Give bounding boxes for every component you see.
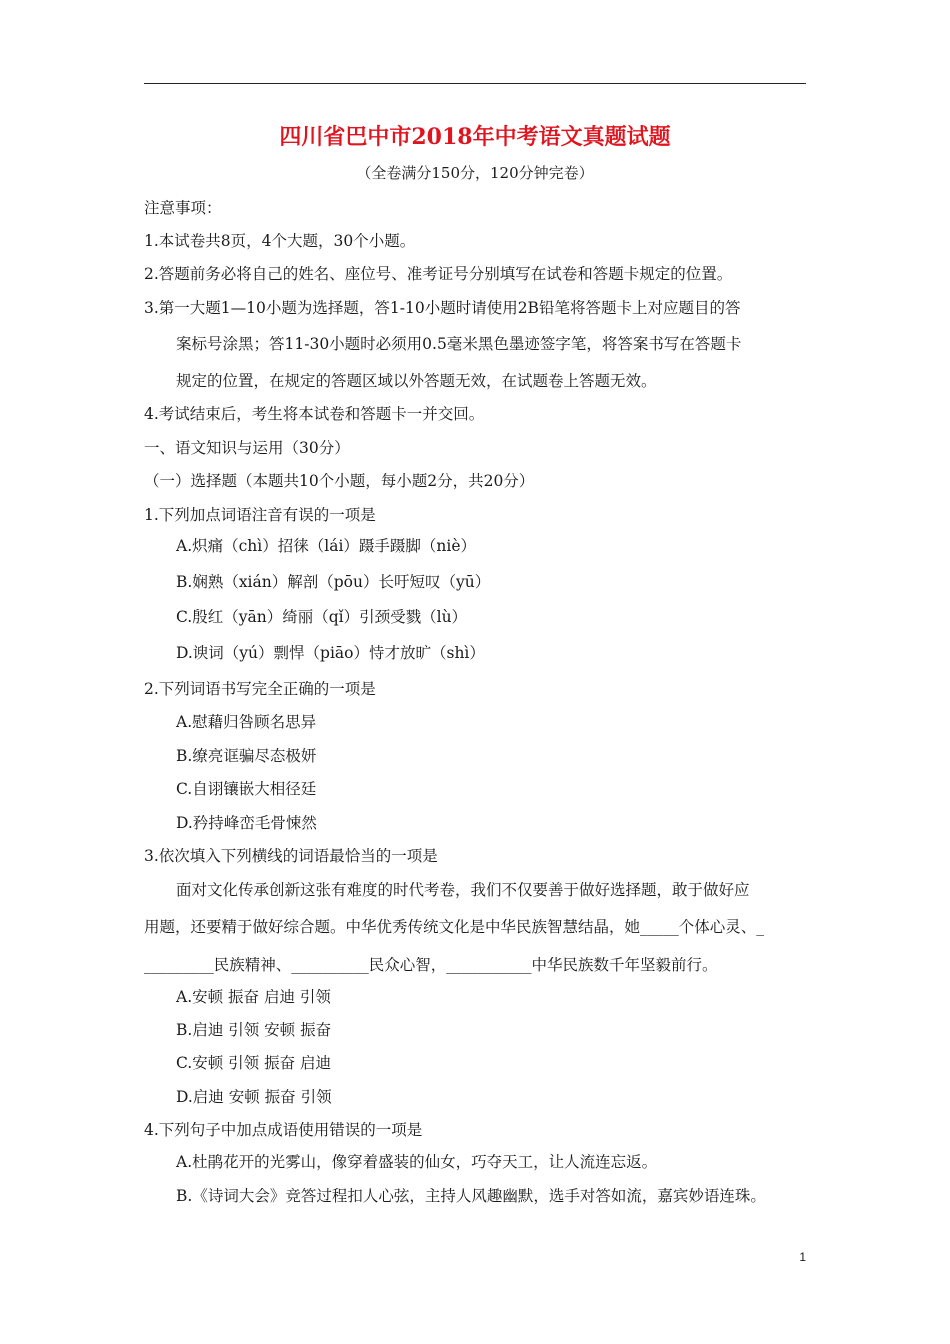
q4-option-a: A.杜鹃花开的光雾山，像穿着盛装的仙女，巧夺天工，让人流连忘返。 — [176, 1153, 658, 1171]
q2-c-3: 大相径廷 — [254, 780, 317, 798]
note-3-line-1: 3.第一大题1—10小题为选择题，答1-10小题时请使用2B铅笔将答题卡上对应题目的答 — [144, 299, 741, 317]
q2-c-1: C.自诩 — [176, 780, 224, 798]
q2-option-b — [176, 746, 316, 766]
q2-a-1: A.慰藉 — [176, 713, 224, 731]
part-heading: （一）选择题（本题共10个小题，每小题2分，共20分） — [144, 472, 535, 490]
question-2-stem: 2.下列词语书写完全正确的一项是 — [144, 680, 376, 698]
q2-d-1: D.矜持 — [176, 814, 224, 832]
q2-b-3: 尽态极妍 — [254, 747, 317, 765]
q2-option-c — [176, 779, 316, 799]
exam-title: 四川省巴中市2018年中考语文真题试题 — [279, 124, 671, 150]
note-3-line-2: 案标号涂黑；答11-30小题时必须用0.5毫米黑色墨迹签字笔，将答案书写在答题卡 — [176, 335, 742, 353]
q1-b-2: 解剖（pōu） — [287, 573, 379, 591]
question-3-stem: 3.依次填入下列横线的词语最恰当的一项是 — [144, 847, 438, 865]
notes-heading: 注意事项： — [144, 199, 222, 217]
question-1-stem: 1.下列加点词语注音有误的一项是 — [144, 506, 376, 524]
q1-option-a — [176, 536, 476, 556]
q1-a-3: 蹑手蹑脚（niè） — [358, 537, 477, 555]
q3-option-d: D.启迪 安顿 振奋 引领 — [176, 1088, 332, 1106]
q3-option-b: B.启迪 引领 安顿 振奋 — [176, 1021, 332, 1039]
q2-b-1: B.缭亮 — [176, 747, 224, 765]
q2-c-2: 镶嵌 — [223, 780, 255, 798]
q1-c-2: 绮丽（qǐ） — [282, 608, 360, 626]
note-1: 1.本试卷共8页，4个大题，30个小题。 — [144, 232, 416, 250]
note-4: 4.考试结束后，考生将本试卷和答题卡一并交回。 — [144, 405, 485, 423]
q2-d-2: 峰峦 — [223, 814, 255, 832]
q1-c-3: 引颈受戮（lù） — [359, 608, 468, 626]
q2-a-3: 顾名思异 — [254, 713, 317, 731]
q1-b-3: 长吁短叹（yū） — [378, 573, 491, 591]
q1-a-2: 招徕（lái） — [277, 537, 359, 555]
q1-option-b — [176, 572, 490, 592]
q1-c-1: C.殷红（yān） — [176, 608, 283, 626]
q2-d-3: 毛骨悚然 — [254, 814, 317, 832]
page-number: 1 — [799, 1250, 806, 1264]
note-2: 2.答题前务必将自己的姓名、座位号、准考证号分别填写在试卷和答题卡规定的位置。 — [144, 265, 733, 283]
header-rule — [144, 83, 806, 84]
q1-d-3: 恃才放旷（shì） — [369, 644, 485, 662]
q1-a-1: A.炽痛（chì） — [176, 537, 278, 555]
question-4-stem: 4.下列句子中加点成语使用错误的一项是 — [144, 1121, 423, 1139]
q3-option-c: C.安顿 引领 振奋 启迪 — [176, 1054, 332, 1072]
q3-passage-line-1: 面对文化传承创新这张有难度的时代考卷，我们不仅要善于做好选择题，敢于做好应 — [176, 881, 750, 899]
section-heading: 一、语文知识与运用（30分） — [144, 439, 350, 457]
q2-b-2: 诓骗 — [223, 747, 255, 765]
q1-option-c — [176, 607, 467, 627]
q4-option-b: B.《诗词大会》竞答过程扣人心弦，主持人风趣幽默，选手对答如流，嘉宾妙语连珠。 — [176, 1187, 766, 1205]
q3-passage-line-2: 用题，还要精于做好综合题。中华优秀传统文化是中华民族智慧结晶，她_____个体心灵、_ — [144, 918, 765, 936]
q2-option-a — [176, 712, 316, 732]
q1-d-2: 剽悍（piāo） — [273, 644, 369, 662]
q3-option-a: A.安顿 振奋 启迪 引领 — [176, 988, 331, 1006]
exam-subtitle: （全卷满分150分，120分钟完卷） — [356, 164, 594, 182]
q2-a-2: 归咎 — [223, 713, 255, 731]
q3-passage-line-3: _________民族精神、__________民众心智，___________中华民族数千年坚毅前行。 — [144, 956, 718, 974]
q1-option-d — [176, 643, 485, 663]
q1-d-1: D.谀词（yú） — [176, 644, 274, 662]
q2-option-d — [176, 813, 317, 833]
note-3-line-3: 规定的位置，在规定的答题区域以外答题无效，在试题卷上答题无效。 — [176, 372, 657, 390]
q1-b-1: B.娴熟（xián） — [176, 573, 288, 591]
